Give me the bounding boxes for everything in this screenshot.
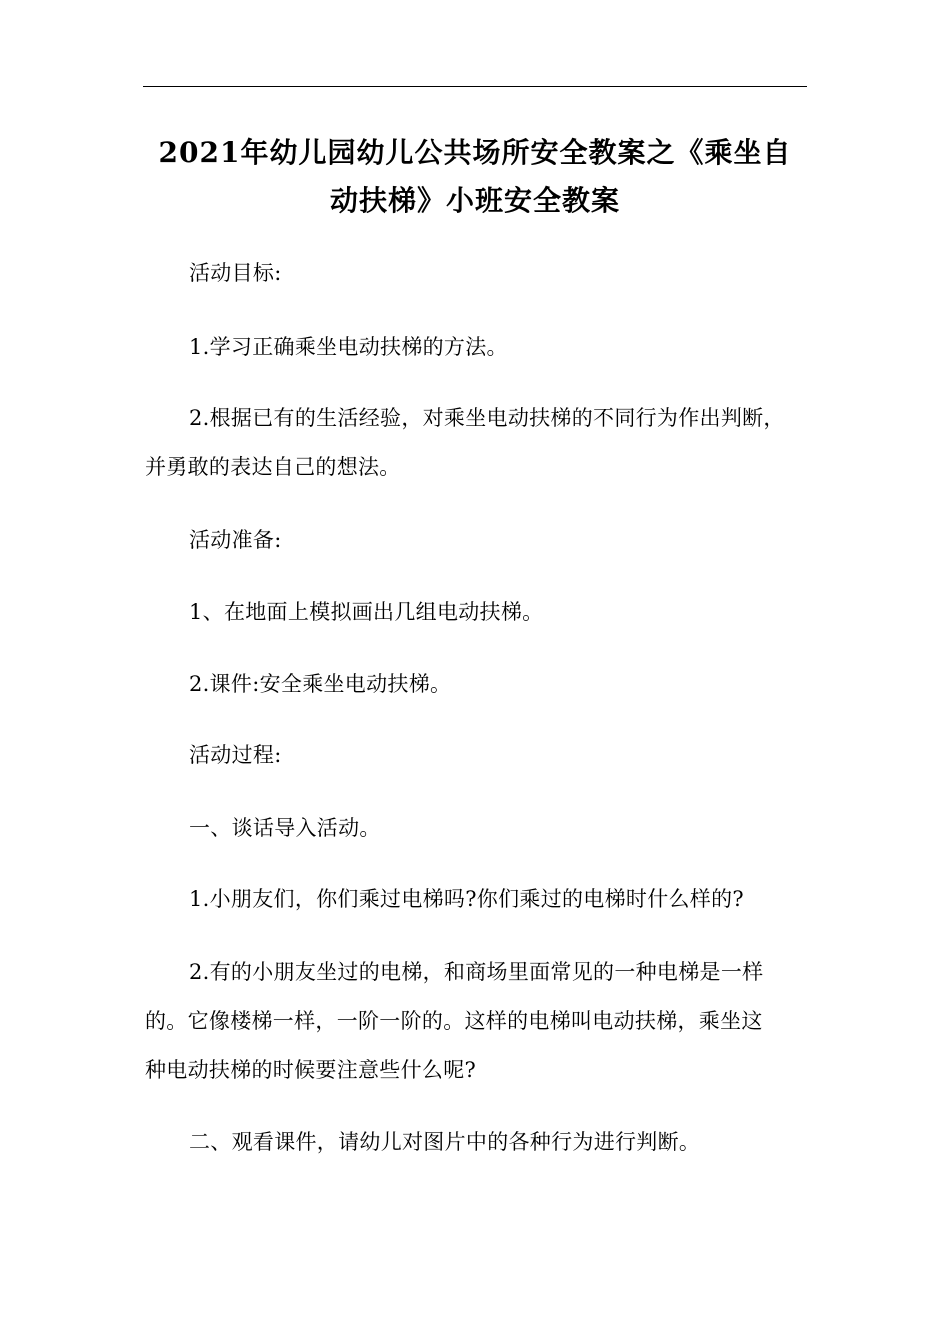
document-title-line-1: 2021年幼儿园幼儿公共场所安全教案之《乘坐自 — [158, 136, 792, 169]
paragraph-continuation: 种电动扶梯的时候要注意些什么呢? — [145, 1058, 477, 1082]
paragraph: 2.有的小朋友坐过的电梯，和商场里面常见的一种电梯是一样 — [189, 960, 764, 984]
paragraph: 1.学习正确乘坐电动扶梯的方法。 — [189, 335, 508, 359]
paragraph: 1.小朋友们，你们乘过电梯吗?你们乘过的电梯时什么样的? — [189, 887, 744, 911]
header-rule — [143, 86, 807, 87]
section-heading-process: 活动过程: — [189, 743, 282, 767]
paragraph: 1、在地面上模拟画出几组电动扶梯。 — [189, 600, 544, 624]
paragraph: 一、谈话导入活动。 — [189, 816, 381, 840]
section-heading-preparation: 活动准备: — [189, 528, 282, 552]
paragraph: 2.课件:安全乘坐电动扶梯。 — [189, 672, 452, 696]
paragraph: 二、观看课件，请幼儿对图片中的各种行为进行判断。 — [189, 1130, 701, 1154]
section-heading-goals: 活动目标: — [189, 261, 282, 285]
paragraph-continuation: 并勇敢的表达自己的想法。 — [145, 455, 401, 479]
paragraph: 2.根据已有的生活经验，对乘坐电动扶梯的不同行为作出判断， — [189, 406, 785, 430]
document-title-line-2: 动扶梯》小班安全教案 — [329, 184, 620, 217]
paragraph-continuation: 的。它像楼梯一样，一阶一阶的。这样的电梯叫电动扶梯，乘坐这 — [145, 1009, 763, 1033]
